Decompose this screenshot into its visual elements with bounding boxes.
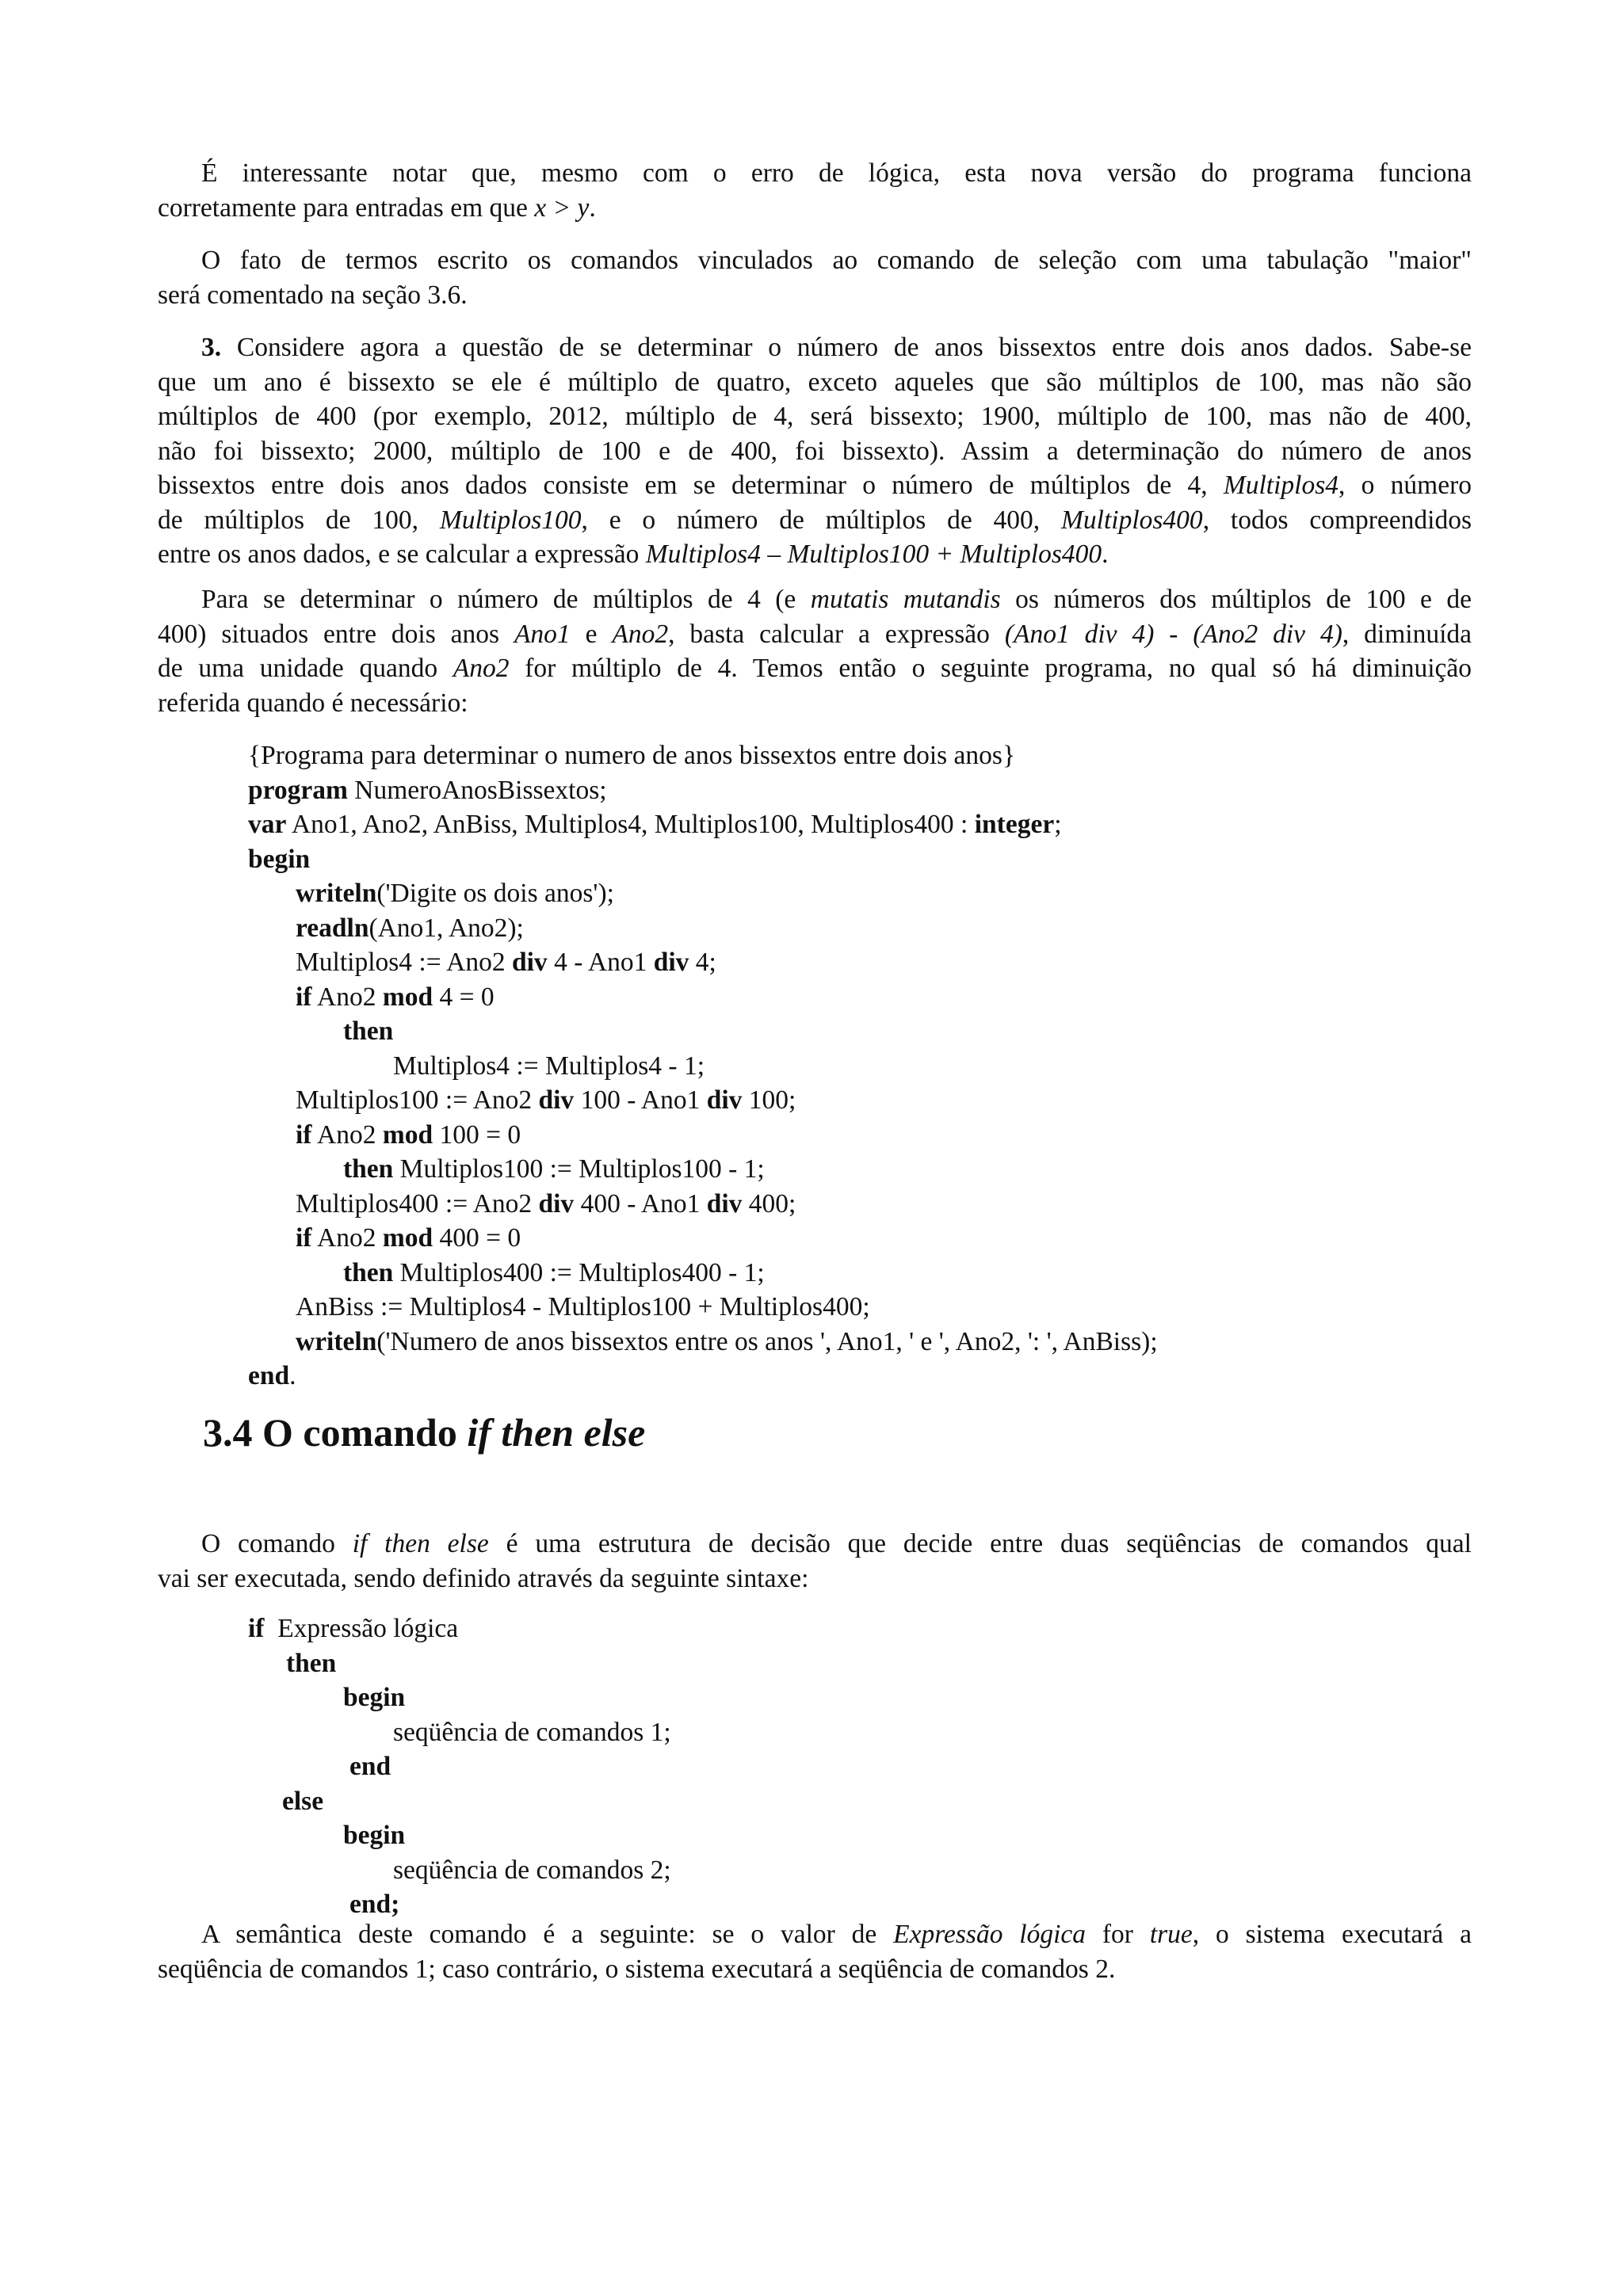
text-run: A semântica deste comando é a seguinte: se o valor de (201, 1920, 894, 1949)
code-line (248, 1611, 671, 1646)
keyword: if (296, 1223, 312, 1253)
keyword: div (653, 948, 689, 977)
keyword: begin (343, 1821, 406, 1850)
text-run: O comando (201, 1529, 353, 1558)
paragraph-line: que um ano é bissexto se ele é múltiplo de quatro, exceto aqueles que são múltiplos de 100, mas não são (158, 367, 1472, 397)
text-run: entre os anos dados, e se calcular a expressão (158, 540, 646, 569)
paragraph-line (158, 651, 1472, 686)
code-text: Ano2 (311, 982, 383, 1012)
identifier: Ano1 (514, 619, 571, 649)
keyword: if (248, 1614, 265, 1643)
paragraph-semantics (158, 1917, 1472, 1986)
keyword: integer (974, 810, 1055, 839)
code-text: Ano2 (311, 1223, 383, 1253)
code-line (248, 911, 1158, 946)
keyword: mod (382, 1223, 433, 1253)
paragraph-leap-year-problem (158, 330, 1472, 572)
code-text: Multiplos4 := Ano2 (296, 948, 512, 977)
code-line (248, 773, 1158, 808)
code-text: . (289, 1361, 296, 1390)
code-text: Multiplos100 := Multiplos100 - 1; (393, 1154, 765, 1184)
keyword: mod (382, 1119, 433, 1150)
code-line (248, 1187, 1158, 1222)
text-run: , o número (1338, 471, 1472, 500)
code-line (248, 1083, 1158, 1118)
code-text: ('Numero de anos bissextos entre os anos ', Ano1, ' e ', Ano2, ': ', AnBiss); (376, 1326, 1158, 1356)
code-line: seqüência de comandos 1; (393, 1717, 671, 1747)
keyword: begin (343, 1683, 406, 1712)
code-text: (Ano1, Ano2); (369, 913, 524, 943)
paragraph-line: O fato de termos escrito os comandos vinculados ao comando de seleção com uma tabulação "maior" (201, 246, 1472, 275)
math-expression: x > y (534, 193, 590, 223)
text-run: , e o número de múltiplos de 400, (581, 505, 1061, 535)
paragraph-line (158, 191, 1472, 226)
code-text: Multiplos100 := Ano2 (296, 1085, 539, 1115)
code-text: 100 = 0 (433, 1119, 521, 1150)
keyword: if (296, 1119, 312, 1150)
keyword: writeln (296, 879, 377, 908)
text-run: , diminuída (1342, 619, 1472, 649)
code-line (248, 1818, 671, 1853)
text-run: bissextos entre dois anos dados consiste em se determinar o número de múltiplos de 4, (158, 471, 1224, 500)
code-text: 400; (742, 1188, 796, 1219)
keyword: div (538, 1188, 575, 1219)
text-run: de múltiplos de 100, (158, 505, 440, 535)
text-run: , o sistema executará a (1192, 1920, 1472, 1949)
identifier: Multiplos4 (1223, 471, 1339, 500)
text-run: . (1102, 540, 1109, 569)
paragraph-line (158, 1527, 1472, 1562)
code-line (248, 1221, 1158, 1256)
code-text: 4 = 0 (433, 982, 495, 1012)
keyword: end (349, 1752, 391, 1781)
text-run: for múltiplo de 4. Temos então o seguinte programa, no qual só há diminuição (509, 654, 1472, 683)
keyword: then (343, 1016, 394, 1046)
code-text: 100 - Ano1 (574, 1085, 707, 1115)
paragraph-line: seqüência de comandos 1; caso contrário, o sistema executará a seqüência de comandos 2. (158, 1954, 1116, 1984)
code-line: Multiplos4 := Multiplos4 - 1; (393, 1051, 705, 1081)
keyword: then (343, 1154, 394, 1184)
code-line (248, 1325, 1158, 1360)
paragraph-line (158, 503, 1472, 538)
code-text: 100; (742, 1085, 796, 1115)
keyword: begin (248, 844, 311, 874)
text-run: de uma unidade quando (158, 654, 453, 683)
section-heading (203, 1409, 645, 1456)
code-line (248, 1887, 671, 1922)
code-line (248, 1118, 1158, 1153)
keyword: program (248, 775, 348, 805)
code-line (248, 876, 1158, 911)
paragraph-line (158, 537, 1472, 572)
latin-phrase: mutatis mutandis (810, 585, 1001, 614)
text-run: os números dos múltiplos de 100 e de (1000, 585, 1472, 614)
text-run: 400) situados entre dois anos (158, 619, 514, 649)
code-text: 400 = 0 (433, 1223, 521, 1253)
code-line (248, 1256, 1158, 1291)
keyword: end (248, 1361, 290, 1390)
text-run: é uma estrutura de decisão que decide entre duas seqüências de comandos qual (488, 1529, 1472, 1558)
paragraph-line: referida quando é necessário: (158, 688, 468, 718)
paragraph-multiples-method (158, 582, 1472, 720)
identifier: Ano2 (453, 654, 510, 683)
code-line (248, 1359, 1158, 1394)
text-run: corretamente para entradas em que (158, 193, 535, 223)
paragraph-line: É interessante notar que, mesmo com o erro de lógica, esta nova versão do programa funciona (201, 158, 1472, 188)
paragraph-line (158, 468, 1472, 503)
code-text: ('Digite os dois anos'); (376, 879, 614, 908)
identifier: Ano2 (612, 619, 669, 649)
paragraph-line (158, 617, 1472, 652)
code-line (248, 1749, 671, 1784)
math-expression: (Ano1 div 4) - (Ano2 div 4) (1004, 619, 1342, 649)
keyword: div (538, 1085, 575, 1115)
math-expression: Multiplos4 – Multiplos100 + Multiplos400 (645, 540, 1102, 569)
code-line (248, 842, 1158, 877)
paragraph-tabulation-note (158, 243, 1472, 312)
keyword: if (296, 982, 312, 1012)
text-run: . (589, 193, 596, 223)
code-comment: {Programa para determinar o numero de anos bissextos entre dois anos} (248, 741, 1016, 770)
identifier: Multiplos100 (439, 505, 582, 535)
code-text: Multiplos400 := Multiplos400 - 1; (393, 1257, 765, 1287)
text-run: Considere agora a questão de se determinar o número de anos bissextos entre dois anos dados. Sabe-se (221, 333, 1472, 362)
code-line (248, 945, 1158, 980)
paragraph-logic-error-note (158, 156, 1472, 225)
code-listing-syntax (248, 1611, 671, 1922)
keyword: then (286, 1648, 337, 1678)
code-text: ; (1054, 810, 1062, 839)
keyword: writeln (296, 1326, 377, 1356)
code-text: 4; (689, 948, 716, 977)
heading-text: 3.4 O comando (203, 1410, 468, 1455)
paragraph-if-then-else-intro (158, 1527, 1472, 1596)
keyword: end; (349, 1890, 400, 1919)
code-listing-leap-years (248, 738, 1158, 1394)
paragraph-line: será comentado na seção 3.6. (158, 280, 468, 310)
keyword: else (282, 1786, 324, 1816)
paragraph-line (158, 582, 1472, 617)
keyword: div (706, 1188, 743, 1219)
keyword: mod (382, 982, 433, 1012)
text-run: e (570, 619, 613, 649)
code-line (248, 1784, 671, 1819)
code-text: Ano2 (311, 1119, 383, 1150)
code-line (248, 1680, 671, 1715)
code-line (248, 1014, 1158, 1049)
keyword: readln (296, 913, 369, 943)
code-line (248, 1646, 671, 1681)
literal: true (1149, 1920, 1193, 1949)
code-text: NumeroAnosBissextos; (347, 775, 607, 805)
item-number: 3. (201, 333, 222, 362)
keyword: div (511, 948, 548, 977)
text-run: for (1086, 1920, 1150, 1949)
identifier: Multiplos400 (1061, 505, 1203, 535)
paragraph-line (158, 330, 1472, 365)
code-line: seqüência de comandos 2; (393, 1855, 671, 1885)
code-text: Ano1, Ano2, AnBiss, Multiplos4, Multiplos100, Multiplos400 : (286, 810, 975, 839)
keyword: then (343, 1257, 394, 1287)
code-line: AnBiss := Multiplos4 - Multiplos100 + Multiplos400; (296, 1292, 870, 1322)
text-run: , todos compreendidos (1202, 505, 1472, 535)
paragraph-line: vai ser executada, sendo definido através da seguinte sintaxe: (158, 1563, 809, 1593)
paragraph-line: múltiplos de 400 (por exemplo, 2012, múltiplo de 4, será bissexto; 1900, múltiplo de 100, mas não de 400, (158, 402, 1472, 431)
paragraph-line: não foi bissexto; 2000, múltiplo de 100 e de 400, foi bissexto). Assim a determinação do número de anos (158, 436, 1472, 466)
code-line (248, 1152, 1158, 1187)
code-text: Expressão lógica (264, 1614, 459, 1643)
keyword: var (248, 810, 287, 839)
heading-italic-text: if then else (467, 1410, 646, 1455)
code-text: 4 - Ano1 (547, 948, 654, 977)
code-text: 400 - Ano1 (574, 1188, 707, 1219)
paragraph-line (158, 1917, 1472, 1952)
text-run: , basta calcular a expressão (668, 619, 1005, 649)
keyword: div (706, 1085, 743, 1115)
code-line (248, 980, 1158, 1015)
identifier: Expressão lógica (893, 1920, 1086, 1949)
command-name: if then else (352, 1529, 489, 1558)
code-line (248, 807, 1158, 842)
text-run: Para se determinar o número de múltiplos de 4 (e (201, 585, 811, 614)
code-text: Multiplos400 := Ano2 (296, 1188, 539, 1219)
